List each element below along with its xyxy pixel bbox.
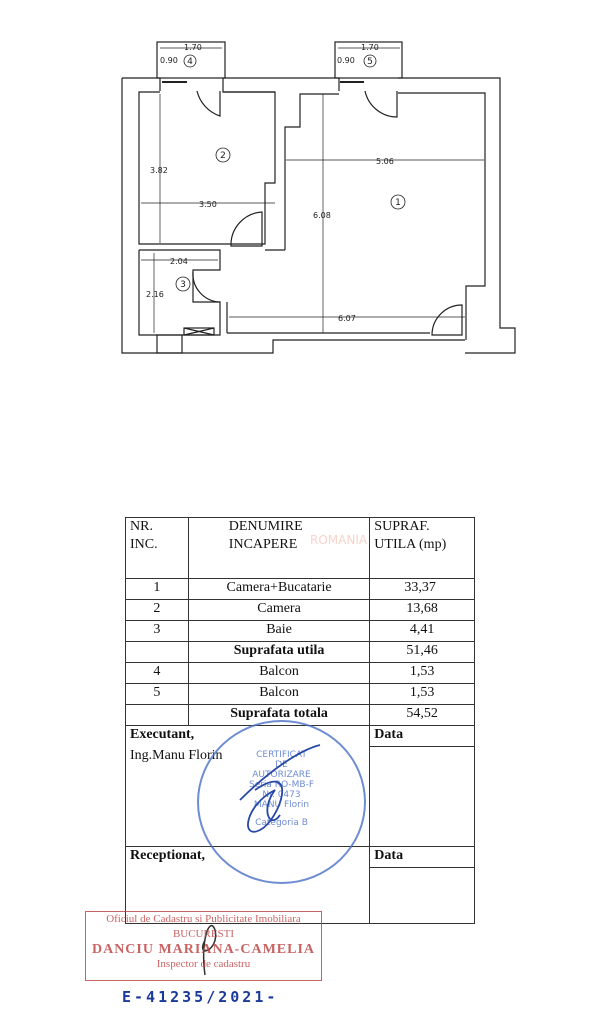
- cell-nr: 1: [126, 579, 189, 600]
- stamp-text: DANCIU MARIANA-CAMELIA: [91, 942, 316, 957]
- cell-nr: [126, 705, 189, 726]
- dim-label: 3.82: [150, 166, 168, 175]
- table-row: [126, 579, 475, 600]
- dim-label: 3.50: [199, 200, 217, 209]
- table-row: [126, 600, 475, 621]
- door: [365, 91, 397, 117]
- room-number: 5: [367, 57, 373, 67]
- cell-area: 33,37: [370, 579, 475, 600]
- executant-name: Ing.Manu Florin: [126, 747, 370, 847]
- stamp-text: Seria RO-MB-F: [248, 780, 315, 790]
- dim-label: 2.16: [146, 290, 164, 299]
- cell-nr: 3: [126, 621, 189, 642]
- wall: [122, 78, 465, 353]
- cell-area: 13,68: [370, 600, 475, 621]
- wall: [122, 78, 160, 91]
- cell-name: Balcon: [188, 684, 370, 705]
- dim-label: 2.04: [170, 257, 188, 266]
- cell-area: 4,41: [370, 621, 475, 642]
- cell-name: Baie: [188, 621, 370, 642]
- registration-number: E-41235/2021-: [122, 988, 279, 1006]
- data-cell-2: [370, 868, 475, 924]
- cell-area: 54,52: [370, 705, 475, 726]
- cell-nr: 2: [126, 600, 189, 621]
- stamp-text: CERTIFICAT: [256, 750, 307, 760]
- executant-label: Executant,: [126, 726, 370, 747]
- table-row: [126, 621, 475, 642]
- table-row: [126, 684, 475, 705]
- dim-label: 0.90: [160, 56, 178, 65]
- stamp-text: MANU Florin: [253, 800, 310, 810]
- dim-label: 6.07: [338, 314, 356, 323]
- room-number: 1: [395, 198, 401, 208]
- stamp-text: Categoria B: [255, 818, 308, 828]
- cell-nr: 5: [126, 684, 189, 705]
- cell-name: Balcon: [188, 663, 370, 684]
- table-row: [126, 642, 475, 663]
- stamp-text: Oficiul de Cadastru si Publicitate Imobiliara: [106, 913, 301, 925]
- cell-name: Camera+Bucatarie: [188, 579, 370, 600]
- receptionat-label: Receptionat,: [126, 847, 370, 868]
- stamp-text: BUCURESTI: [172, 928, 235, 940]
- header-name: DENUMIRE INCAPERE: [188, 518, 370, 579]
- data-cell: [370, 747, 475, 847]
- table-row: [126, 663, 475, 684]
- cell-area: 51,46: [370, 642, 475, 663]
- stamp-text: DE: [275, 760, 288, 770]
- dim-label: 1.70: [361, 43, 379, 52]
- room-number: 2: [220, 151, 226, 161]
- cell-name: Suprafata utila: [188, 642, 370, 663]
- cadastre-office-stamp: [85, 911, 322, 981]
- cell-nr: [126, 642, 189, 663]
- cell-area: 1,53: [370, 684, 475, 705]
- header-nr: NR. INC.: [126, 518, 189, 579]
- cell-name: Suprafata totala: [188, 705, 370, 726]
- dim-label: 0.90: [337, 56, 355, 65]
- room-number: 4: [187, 57, 193, 67]
- watermark: ROMANIA: [310, 533, 368, 547]
- cell-area: 1,53: [370, 663, 475, 684]
- dim-label: 5.06: [376, 157, 394, 166]
- dim-label: 1.70: [184, 43, 202, 52]
- authorization-stamp: [197, 720, 366, 884]
- stamp-text: AUTORIZARE: [252, 770, 311, 780]
- header-area: SUPRAF. UTILA (mp): [370, 518, 475, 579]
- cell-name: Camera: [188, 600, 370, 621]
- cell-nr: 4: [126, 663, 189, 684]
- door: [197, 91, 220, 116]
- floor-plan: [0, 0, 613, 400]
- stamp-text: Nr. 0473: [262, 790, 301, 800]
- room-number: 3: [180, 280, 186, 290]
- data-label-2: Data: [370, 847, 475, 868]
- dim-label: 6.08: [313, 211, 331, 220]
- stamp-text: Inspector de cadastru: [156, 958, 251, 970]
- data-label: Data: [370, 726, 475, 747]
